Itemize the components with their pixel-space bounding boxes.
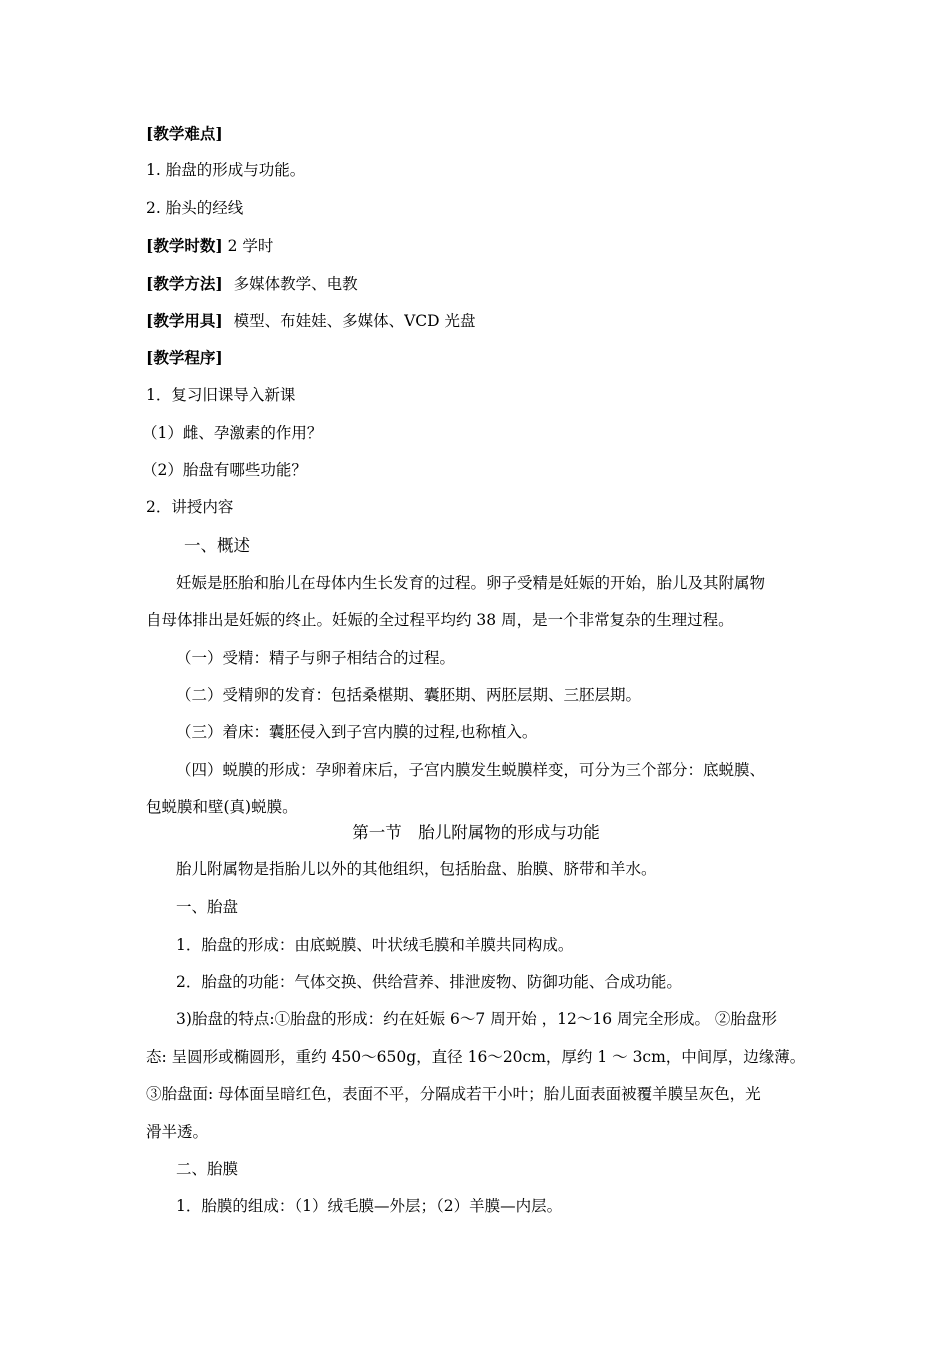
placenta-features-line3: ③胎盘面: 母体面呈暗红色，表面不平，分隔成若干小叶；胎儿面表面被覆羊膜呈灰色，光 [146, 1085, 761, 1103]
overview-decidua-line1: （四）蜕膜的形成：孕卵着床后，子宫内膜发生蜕膜样变，可分为三个部分：底蜕膜、 [176, 761, 766, 779]
placenta-features-line1: 3)胎盘的特点:①胎盘的形成：约在妊娠 6～7 周开始 ，12～16 周完全形成。 ②胎盘形 [176, 1010, 777, 1028]
placenta-features-line2: 态: 呈圆形或椭圆形，重约 450～650g，直径 16～20cm，厚约 1 ～ 3cm，中间厚，边缘薄。 [146, 1048, 806, 1066]
tools-value: 模型、布娃娃、多媒体、VCD 光盘 [233, 312, 476, 330]
hours-value: 2 学时 [227, 237, 274, 255]
procedure-heading: [教学程序] [146, 348, 223, 367]
placenta-features-line4: 滑半透。 [146, 1123, 209, 1141]
overview-decidua-line2: 包蜕膜和壁(真)蜕膜。 [146, 798, 298, 816]
procedure-question-2: （2）胎盘有哪些功能？ [142, 461, 307, 479]
overview-para1-line2: 自母体排出是妊娠的终止。妊娠的全过程平均约 38 周，是一个非常复杂的生理过程。 [146, 611, 734, 629]
overview-zygote-development: （二）受精卵的发育：包括桑椹期、囊胚期、两胚层期、三胚层期。 [176, 686, 642, 704]
method-label: [教学方法] [146, 274, 223, 293]
placenta-heading: 一、胎盘 [176, 898, 239, 916]
hours-line [146, 238, 273, 255]
difficulty-item-2: 2. 胎头的经线 [146, 199, 244, 217]
section1-intro: 胎儿附属物是指胎儿以外的其他组织，包括胎盘、胎膜、脐带和羊水。 [176, 860, 657, 878]
placenta-formation: 1．胎盘的形成：由底蜕膜、叶状绒毛膜和羊膜共同构成。 [176, 936, 574, 954]
overview-fertilization: （一）受精：精子与卵子相结合的过程。 [176, 649, 456, 667]
difficulty-item-1: 1. 胎盘的形成与功能。 [146, 161, 306, 179]
placenta-function: 2．胎盘的功能：气体交换、供给营养、排泄废物、防御功能、合成功能。 [176, 973, 682, 991]
procedure-question-1: （1）雌、孕激素的作用？ [142, 424, 323, 442]
method-line [146, 276, 358, 293]
procedure-step-2: 2．讲授内容 [146, 498, 234, 516]
difficulty-heading: [教学难点] [146, 124, 223, 143]
section1-title: 第一节 胎儿附属物的形成与功能 [352, 823, 600, 842]
overview-para1-line1: 妊娠是胚胎和胎儿在母体内生长发育的过程。卵子受精是妊娠的开始，胎儿及其附属物 [176, 574, 766, 592]
hours-label: [教学时数] [146, 236, 223, 255]
tools-label: [教学用具] [146, 311, 223, 330]
overview-implantation: （三）着床：囊胚侵入到子宫内膜的过程,也称植入。 [176, 723, 538, 741]
overview-heading: 一、概述 [184, 536, 250, 555]
membrane-composition: 1．胎膜的组成：（1）绒毛膜—外层；（2）羊膜—内层。 [176, 1197, 563, 1215]
tools-line [146, 313, 476, 330]
membrane-heading: 二、胎膜 [176, 1160, 239, 1178]
method-value: 多媒体教学、电教 [233, 275, 358, 293]
procedure-step-1: 1．复习旧课导入新课 [146, 386, 296, 404]
